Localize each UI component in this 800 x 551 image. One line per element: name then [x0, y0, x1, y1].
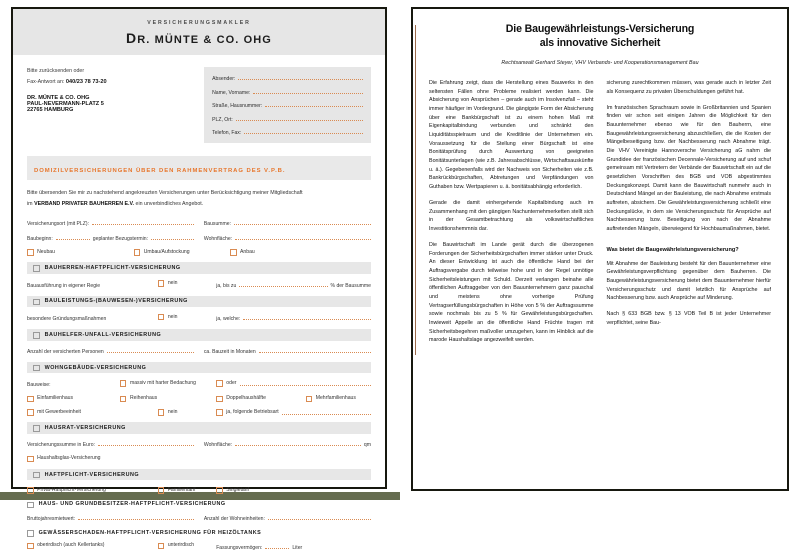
- checkbox-icon[interactable]: [33, 265, 40, 272]
- section-title: BAUHELFER-UNFALL-VERSICHERUNG: [44, 331, 162, 338]
- checkbox-icon[interactable]: [216, 409, 223, 416]
- label-versicherungsort: Versicherungsort (mit PLZ):: [27, 220, 89, 227]
- sender-input-strasse[interactable]: [265, 101, 363, 107]
- intro-post: ein unverbindliches Angebot.: [134, 200, 204, 207]
- field-anzahl-personen[interactable]: [27, 347, 194, 355]
- label-eigenregie: Bauausführung in eigener Regie: [27, 282, 101, 289]
- input-bezugstermin[interactable]: [151, 234, 194, 240]
- checkbox-icon[interactable]: [27, 456, 34, 463]
- sender-label-strasse: Straße, Hausnummer:: [212, 103, 263, 110]
- letterhead-eyebrow: VERSICHERUNGSMAKLER: [147, 20, 251, 26]
- form-row-bauweise: [27, 379, 371, 388]
- checkbox-mehrfamilienhaus[interactable]: [306, 395, 371, 402]
- label-ja-welche: ja, welche:: [216, 315, 241, 322]
- sender-label-absender: Absender:: [212, 76, 236, 82]
- field-fassungsvermoegen[interactable]: [216, 543, 371, 551]
- intro-line-1: Bitte übersenden Sie mir zu nachstehend angekreuzten Versicherungen unter Berücksichtigung meiner Mitgliedschaft: [27, 190, 303, 197]
- label-wohneinheiten: Anzahl der Wohneinheiten:: [203, 515, 265, 522]
- input-fassungsvermoegen[interactable]: [265, 543, 289, 549]
- label-umbau: Umbau/Aufstockung: [143, 248, 190, 255]
- paragraph: sicherung zurechtkommen müssen, was gerade auch in letzter Zeit als Konsequenz zu privaten Überschuldungen geführt hat.: [606, 79, 771, 95]
- intro-line-2: [27, 199, 371, 210]
- label-familientarif: Familientarif: [167, 486, 196, 493]
- section-banner-label: DOMIZILVERSICHERUNGEN ÜBER DEN RAHMENVERTRAG DES V.P.B.: [34, 168, 286, 175]
- field-versicherungssumme[interactable]: [27, 440, 194, 448]
- article-column-left: [429, 79, 594, 353]
- input-anzahl-personen[interactable]: [107, 347, 194, 353]
- sender-input-absender[interactable]: [238, 74, 363, 80]
- section-hausrat[interactable]: [27, 422, 371, 434]
- form-row-gruendung: [27, 313, 371, 322]
- label-bauweise: Bauweise:: [27, 382, 51, 389]
- paragraph: Mit Abnahme der Bauleistung besteht für den Bauunternehmer eine Gewährleistungsverpflichtung gegenüber dem Bauherren. Die Baugewährleistungsversicherung bietet dem Bauunternehmer hierfür Versicherungsschutz und damit letztlich für Ansprüche auf Nachbesserung bzw. auch Ansprüche auf Minderung.: [606, 260, 771, 302]
- broker-addr-3: 22765 HAMBURG: [27, 106, 74, 113]
- sender-input-name[interactable]: [253, 88, 363, 94]
- paragraph: Die Erfahrung zeigt, dass die Herstellung eines Bauwerks in den seltensten Fällen ohne Probleme realisiert werden kann. Die Absicherung von Ansprüchen – gerade auch im Insolvenzfall – steht immer häufiger im Vordergrund. Die gängigste Form der Absicherung über eine Bankbürgschaft ist zu einem hohen Maß mit Eigenkapitalbindung verbunden und schränkt den Liquiditätsspielraum und die Kreditlinie der Unternehmen ein. Voraussetzung für die Stellung einer Bürgschaft ist eine Bonitätsprüfung durch Auswertung von geeigneten Bonitätsunterlagen (wie z.B. Jahresabschlüsse, Wirtschaftsauskünfte u. ä.). Gegebenenfalls wird der Nachweis von Sicherheiten wie z.B. Bankrückbürgschaften, Abtretungen und Verpfändungen von Guthaben bzw. Wertpapieren u. ä. bonitätsabhängig erforderlich.: [429, 79, 594, 190]
- form-row-haftpflicht-tarife: [27, 486, 371, 493]
- label-nein: nein: [167, 408, 178, 415]
- broker-addr-2: PAUL-NEVERMANN-PLATZ 5: [27, 100, 104, 107]
- label-einfamilienhaus: Einfamilienhaus: [37, 395, 74, 402]
- input-bauzeit[interactable]: [259, 347, 371, 353]
- checkbox-icon[interactable]: [120, 396, 127, 403]
- field-bruttojahresmietwert[interactable]: [27, 514, 194, 522]
- label-gruendungsmassnahmen: besondere Gründungsmaßnahmen: [27, 315, 107, 322]
- form-row-haushaltsglas: [27, 455, 371, 462]
- checkbox-singletarif[interactable]: [216, 486, 371, 493]
- label-oberirdisch: oberirdisch (auch Kellertanks): [37, 542, 105, 549]
- label-privat-haftpflicht: Privat-Haftpflicht-Versicherung: [37, 486, 106, 493]
- section-bauleistungs[interactable]: [27, 296, 371, 308]
- input-oder[interactable]: [240, 380, 371, 386]
- checkbox-massiv[interactable]: [120, 379, 216, 386]
- checkbox-icon[interactable]: [158, 543, 165, 550]
- checkbox-oberirdisch[interactable]: [27, 542, 158, 549]
- input-versicherungssumme[interactable]: [98, 440, 194, 446]
- checkbox-familientarif[interactable]: [158, 486, 216, 493]
- checkbox-oder[interactable]: [216, 379, 371, 386]
- suffix-qm: qm: [363, 442, 371, 449]
- paragraph: Nach § 633 BGB bzw. § 13 VOB Teil B ist jeder Unternehmer verpflichtet, seine Bau-: [606, 311, 771, 327]
- field-wohneinheiten[interactable]: [204, 514, 371, 522]
- article-subheading: Was bietet die Baugewährleistungsversicherung?: [606, 246, 739, 253]
- label-nein: nein: [167, 280, 178, 287]
- section-banner-domizil: [27, 156, 371, 180]
- label-wohnflaeche-1: Wohnfläche:: [203, 235, 233, 242]
- paragraph: Im französischen Sprachraum sowie in Großbritannien und Spanien finden wir schon seit einigen Jahren die Möglichkeit für den Bauunternehmer ebenso wie für den Bauherrn, eine Baugewährleistungsversicherung abzuschließen, die die Kosten der Mängelbeseitigung bzw. der Nachbesserung nach Abnahme trägt. Die VHV Vereinigte Hannoversche Versicherung aG nahm die Grundidee der französischen Decennale-Versicherung auf und schuf gemeinsam mit Vertretern der Verbände der Bauwirtschaft ein auf die gesetzlichen Vorschriften des BGB und VOB abgestimmtes Deckungskonzept. Damit kann die Bauwirtschaft nunmehr auch in Deutschland Mängel an der Bauleistung, die nach Abnahme erstmals auftreten, absichern. Die Gewährleistungsversicherung schließt eine Deckungslücke, in dem sie Versicherungsschutz für Ansprüche auf Nachbesserung bzw. Beseitigung von nach der Abnahme auftretenden Mängeln, überwiegend für Hochbaumaßnahmen, bietet.: [606, 104, 771, 232]
- intro-text: [27, 188, 371, 209]
- checkbox-icon[interactable]: [27, 396, 34, 403]
- checkbox-haushaltsglas[interactable]: [27, 455, 101, 462]
- label-fassungsvermoegen: Fassungsvermögen:: [216, 544, 263, 551]
- sender-fields-box: [204, 67, 371, 143]
- article-title: [429, 23, 771, 51]
- intro-association: VERBAND PRIVATER BAUHERREN E.V.: [34, 200, 135, 207]
- label-neubau: Neubau: [37, 248, 55, 255]
- article-title-line-2: als innovative Sicherheit: [539, 36, 661, 49]
- form-row-mietwert: [27, 514, 371, 522]
- section-title: WOHNGEBÄUDE-VERSICHERUNG: [44, 364, 147, 371]
- label-anbau: Anbau: [240, 248, 255, 255]
- sender-field-row[interactable]: [212, 101, 363, 109]
- company-name-rest: R. MÜNTE & CO. OHG: [137, 34, 272, 46]
- checkbox-einfamilienhaus[interactable]: [27, 395, 120, 402]
- section-bauhelfer-unfall[interactable]: [27, 329, 371, 341]
- section-title: HAUSRAT-VERSICHERUNG: [44, 425, 126, 432]
- label-unterirdisch: unterirdisch: [167, 542, 195, 549]
- label-betriebsart: ja, folgende Betriebsart: [226, 408, 279, 415]
- article-body: [413, 9, 787, 352]
- label-anzahl-personen: Anzahl der versicherten Personen: [27, 348, 104, 355]
- input-wohnflaeche-2[interactable]: [235, 440, 361, 446]
- label-singletarif: Singletarif: [226, 486, 249, 493]
- sender-field-row[interactable]: [212, 115, 363, 123]
- return-block: [27, 67, 192, 143]
- input-wohneinheiten[interactable]: [268, 514, 371, 520]
- field-wohnflaeche-1[interactable]: [204, 234, 371, 242]
- sender-input-plz[interactable]: [236, 115, 363, 121]
- checkbox-icon[interactable]: [33, 332, 40, 339]
- label-reihenhaus: Reihenhaus: [129, 395, 158, 402]
- field-bausumme[interactable]: [204, 219, 371, 227]
- checkbox-betriebsart[interactable]: [216, 409, 371, 416]
- checkbox-icon[interactable]: [27, 530, 34, 537]
- form-row-ort-bausumme: [27, 219, 371, 227]
- checkbox-gewerbeeinheit[interactable]: [27, 409, 158, 416]
- company-name: [13, 30, 385, 46]
- input-wohnflaeche-1[interactable]: [235, 234, 371, 240]
- label-eigenregie-cell: [27, 283, 158, 289]
- input-ja-welche[interactable]: [243, 314, 371, 320]
- label-bauweise-cell: [27, 382, 120, 388]
- broker-addr-1: DR. MÜNTE & CO. OHG: [27, 94, 90, 101]
- checkbox-gruendung-nein[interactable]: [158, 313, 216, 320]
- checkbox-umbau[interactable]: [134, 249, 230, 256]
- company-name-initial: D: [126, 30, 138, 46]
- input-baubeginn[interactable]: [56, 234, 90, 240]
- return-address-row: [13, 55, 385, 143]
- section-title: GEWÄSSERSCHADEN-HAFTPFLICHT-VERSICHERUNG FÜR HEIZÖLTANKS: [38, 529, 262, 536]
- sender-field-row[interactable]: [212, 74, 363, 82]
- section-haus-grundbesitzer[interactable]: [27, 500, 371, 509]
- sender-label-telefon: Telefon, Fax:: [212, 130, 242, 137]
- checkbox-icon[interactable]: [120, 380, 127, 387]
- paragraph: Gerade die damit einhergehende Kapitalbindung auch im Zusammenhang mit den gängigen Nachunternehmerketten stellt sich in der Gesamtbetrachtung als volkswirtschaftliches Investitionshemmnis dar.: [429, 199, 594, 232]
- field-gruendung-ja[interactable]: [216, 314, 371, 322]
- field-bauzeit[interactable]: [204, 347, 371, 355]
- form-row-haustyp: [27, 395, 371, 402]
- section-title: HAFTPFLICHT-VERSICHERUNG: [44, 471, 140, 478]
- article-columns: [429, 79, 771, 353]
- input-betriebsart[interactable]: [282, 409, 371, 415]
- checkbox-icon[interactable]: [33, 299, 40, 306]
- left-page-insurance-form: [11, 7, 387, 551]
- checkbox-icon[interactable]: [33, 472, 40, 479]
- checkbox-unterirdisch[interactable]: [158, 542, 216, 549]
- section-bauherren-haftpflicht[interactable]: [27, 262, 371, 274]
- sender-input-telefon[interactable]: [244, 128, 363, 134]
- label-oder: oder: [226, 379, 237, 386]
- input-versicherungsort[interactable]: [92, 219, 194, 225]
- label-mehrfamilienhaus: Mehrfamilienhaus: [315, 395, 356, 402]
- checkbox-icon[interactable]: [33, 425, 40, 432]
- label-doppelhaushaelfte: Doppelhaushälfte: [226, 395, 266, 402]
- intro-pre: im: [27, 200, 35, 207]
- checkbox-icon[interactable]: [27, 249, 34, 256]
- label-gewerbeeinheit: mit Gewerbeeinheit: [37, 408, 81, 415]
- label-bauzeit: ca. Bauzeit in Monaten: [203, 348, 256, 355]
- sender-label-plz: PLZ, Ort:: [212, 116, 233, 123]
- checkbox-icon[interactable]: [216, 396, 223, 403]
- checkbox-anbau[interactable]: [230, 249, 255, 256]
- form-row-bauhelfer: [27, 347, 371, 355]
- section-title: BAULEISTUNGS-(BAUWESEN-)VERSICHERUNG: [44, 298, 188, 305]
- checkbox-neubau[interactable]: [27, 249, 134, 256]
- input-bruttojahresmietwert[interactable]: [78, 514, 194, 520]
- field-baubeginn[interactable]: [27, 234, 194, 242]
- checkbox-doppelhaushaelfte[interactable]: [216, 395, 305, 402]
- checkbox-icon[interactable]: [27, 543, 34, 550]
- form-row-bauart-checkboxes: [27, 249, 371, 256]
- checkbox-icon[interactable]: [306, 396, 313, 403]
- checkbox-privat-haftpflicht[interactable]: [27, 486, 158, 493]
- form-row-eigenregie: [27, 280, 371, 289]
- label-ja-bis-zu: ja, bis zu: [216, 282, 237, 289]
- checkbox-reihenhaus[interactable]: [120, 395, 216, 402]
- suffix-prozent: % der Bausumme: [330, 282, 371, 289]
- form-row-gewerbe: [27, 409, 371, 416]
- suffix-liter: Liter: [292, 544, 303, 551]
- letterhead: [13, 9, 385, 55]
- checkbox-icon[interactable]: [230, 249, 237, 256]
- checkbox-icon[interactable]: [158, 314, 165, 321]
- section-title: HAUS- UND GRUNDBESITZER-HAFTPFLICHT-VERSICHERUNG: [38, 501, 226, 508]
- checkbox-icon[interactable]: [216, 487, 223, 494]
- checkbox-icon[interactable]: [27, 502, 34, 509]
- label-nein: nein: [167, 313, 178, 320]
- section-gewaesserschaden[interactable]: [27, 529, 371, 538]
- checkbox-icon[interactable]: [27, 487, 34, 494]
- sender-label-name: Name, Vorname:: [212, 89, 251, 96]
- form-row-hausrat-summe: [27, 440, 371, 448]
- checkbox-icon[interactable]: [27, 409, 34, 416]
- article-column-right: [607, 79, 772, 353]
- right-page-article: [411, 7, 789, 491]
- label-bausumme: Bausumme:: [203, 220, 232, 227]
- form-row-baubeginn: [27, 234, 371, 242]
- section-haftpflicht[interactable]: [27, 469, 371, 481]
- label-baubeginn: Baubeginn:: [27, 235, 53, 242]
- return-instruction: Bitte zurücksenden oder: [27, 68, 85, 74]
- checkbox-eigenregie-nein[interactable]: [158, 280, 216, 287]
- input-prozent-bausumme[interactable]: [239, 281, 327, 287]
- paragraph: Die Bauwirtschaft im Lande gerät durch die überzogenen Forderungen der Sicherheitsbürgschaften immer stärker unter Druck. An dieser Entwicklung ist auch die öffentliche Hand bei der Auftragsvergabe durch teilweise hohe und in der Regel unnötige Sicherheitsleistungen mit Schuld. Derzeit verlangen beinahe alle öffentlichen Auftraggeber von den Bauunternehmern ganz pauschal und meistens ohne vorherige Prüfung Vertragserfüllungsbürgschaften in Höhe von 5 % der Auftragssumme sowie nochmals bis zu 5 % für Gewährleistungsbürgschaften. Inwieweit Appelle an die öffentliche Hand Früchte tragen mit Sicherheitsbegehren maßvoller umzugehen, kann im Hinblick auf die marode Haushaltslage angezweifelt werden.: [429, 242, 594, 344]
- label-wohnflaeche-2: Wohnfläche:: [203, 442, 233, 449]
- label-bruttojahresmietwert: Bruttojahresmietwert:: [27, 515, 76, 522]
- checkbox-icon[interactable]: [216, 380, 223, 387]
- checkbox-icon[interactable]: [158, 280, 165, 287]
- label-bezugstermin: geplanter Bezugstermin:: [92, 235, 148, 242]
- article-title-line-1: Die Baugewährleistungs-Versicherung: [505, 23, 695, 35]
- field-versicherungsort[interactable]: [27, 219, 194, 227]
- section-wohngebaeude[interactable]: [27, 362, 371, 374]
- input-bausumme[interactable]: [234, 219, 371, 225]
- checkbox-icon[interactable]: [134, 249, 141, 256]
- checkbox-gewerbe-nein[interactable]: [158, 409, 216, 416]
- insurance-form-body: [27, 219, 371, 551]
- sender-field-row[interactable]: [212, 128, 363, 136]
- field-wohnflaeche-2[interactable]: [204, 440, 371, 448]
- form-row-tanks: [27, 542, 371, 551]
- section-title: BAUHERREN-HAFTPFLICHT-VERSICHERUNG: [44, 265, 181, 272]
- label-massiv: massiv mit harter Bedachung: [129, 379, 196, 386]
- checkbox-icon[interactable]: [158, 487, 165, 494]
- fax-line: [27, 77, 192, 88]
- label-gruendung-cell: [27, 316, 158, 322]
- field-eigenregie-ja[interactable]: [216, 281, 371, 289]
- checkbox-icon[interactable]: [158, 409, 165, 416]
- article-byline: Rechtsanwalt Gerhard Steyer, VHV Verbands- und Kooperationsmanagement Bau: [501, 59, 699, 66]
- fax-number: 040/23 78 73-20: [65, 78, 107, 85]
- checkbox-icon[interactable]: [33, 365, 40, 372]
- label-haushaltsglas: Haushaltsglas-Versicherung: [37, 455, 101, 462]
- label-versicherungssumme: Versicherungssumme in Euro:: [27, 442, 95, 449]
- sender-field-row[interactable]: [212, 88, 363, 96]
- fax-label: Fax-Antwort an:: [27, 78, 65, 85]
